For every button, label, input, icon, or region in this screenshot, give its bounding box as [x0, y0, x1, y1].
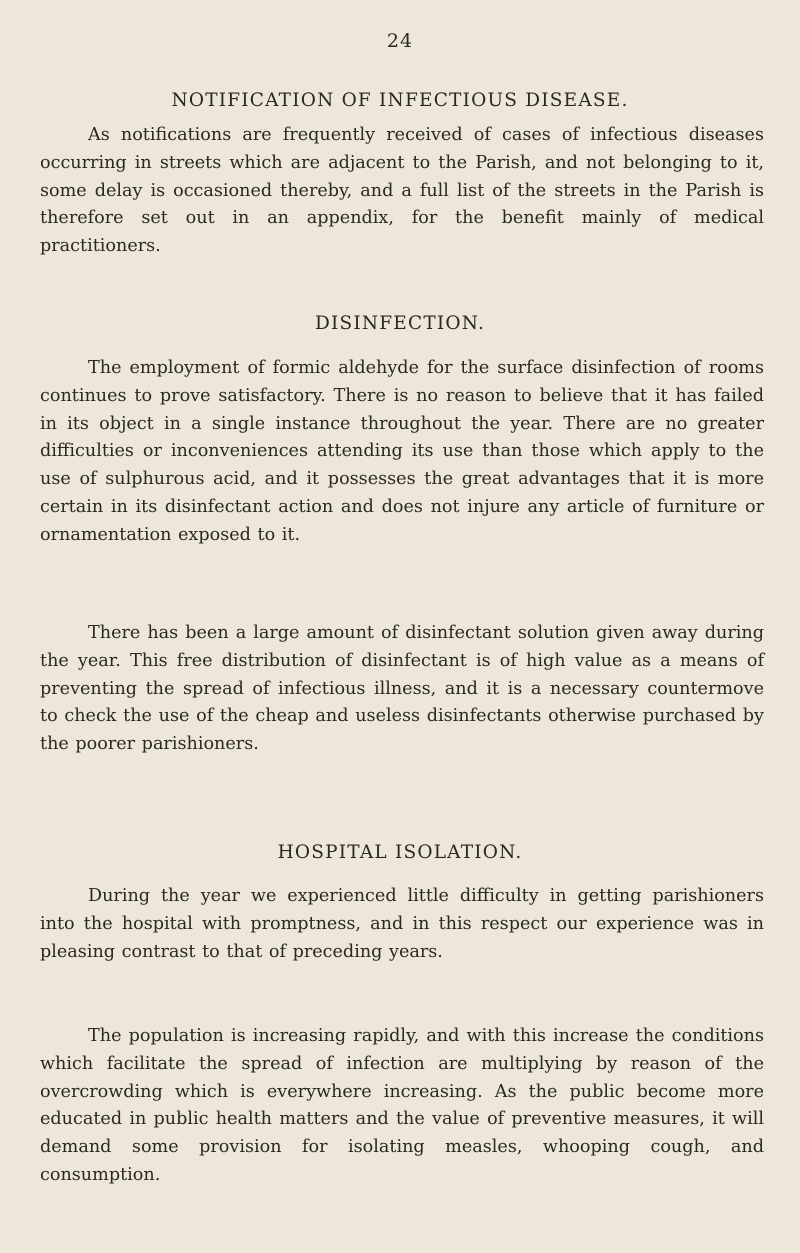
heading-notification: NOTIFICATION OF INFECTIOUS DISEASE. [171, 90, 629, 111]
paragraph-isolation-population: The population is increasing rapidly, and with this increase the conditions which facilitate the spread of infection are multiplying by reason of the overcrowding which is everywhere increasing. As the public become more educated in public health matters and the value of preventive measures, it will demand some provision for isolating measles, whooping cough, and consumption. [40, 1026, 764, 1185]
paragraph-disinfection-solution: There has been a large amount of disinfectant solution given away during the year. This free distribution of disinfectant is of high value as a means of preventing the spread of infectious illness, and it is a necessary countermove to check the use of the cheap and useless disinfectants otherwise purchased by the poorer parishioners. [40, 623, 764, 755]
page-number: 24 [386, 30, 414, 52]
paragraph-disinfection-formic: The employment of formic aldehyde for the surface disinfection of rooms continues to prove satisfactory. There is no reason to believe that it has failed in its object in a single instance throughout the year. There are no greater difficulties or inconveniences attending its use than those which apply to the use of sulphurous acid, and it possesses the great advantages that it is more certain in its disinfectant action and does not injure any article of furniture or ornamentation exposed to it. [40, 358, 764, 545]
paragraph-notification: As notifications are frequently received of cases of infectious diseases occurring in streets which are adjacent to the Parish, and not belonging to it, some delay is occasioned thereby, and a full list of the streets in the Parish is therefore set out in an appendix, for the benefit mainly of medical practitioners. [40, 125, 764, 257]
paragraph-isolation-year: During the year we experienced little difficulty in getting parishioners into the hospital with promptness, and in this respect our experience was in pleasing contrast to that of preceding years. [40, 886, 764, 962]
heading-hospital-isolation: HOSPITAL ISOLATION. [277, 842, 523, 863]
heading-disinfection: DISINFECTION. [314, 313, 486, 334]
